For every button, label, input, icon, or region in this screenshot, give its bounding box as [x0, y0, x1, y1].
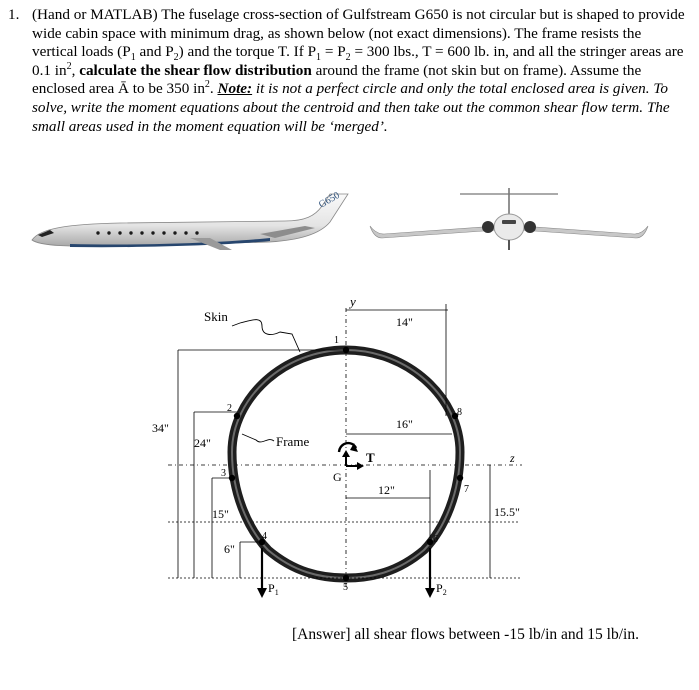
tail-text: G650: [317, 189, 342, 211]
stringer-label-4: 4: [262, 531, 267, 542]
problem-number: 1.: [8, 6, 20, 23]
aircraft-side-view: [30, 188, 350, 256]
load-p2-label: $P_2$: [436, 581, 447, 597]
fuselage-cross-section: [0, 280, 699, 610]
stringer-7: [457, 475, 463, 481]
stringer-label-3: 3: [221, 468, 226, 479]
stringer-label-7: 7: [464, 484, 469, 495]
note-label: Note:: [217, 80, 253, 98]
bold-instruction: calculate the shear flow distribution: [79, 61, 312, 79]
aircraft-front-view: [368, 186, 688, 258]
stringer-label-1: 1: [334, 335, 339, 346]
dim-15: 15": [212, 507, 229, 521]
stringer-label-2: 2: [227, 403, 232, 414]
skin-label: Skin: [204, 309, 228, 324]
area-symbol: Ā: [118, 80, 129, 98]
dim-34: 34": [152, 421, 169, 435]
dim-15-5: 15.5": [494, 505, 520, 519]
stringer-2: [234, 413, 240, 419]
stringer-label-8: 8: [457, 407, 462, 418]
problem-statement: [8, 6, 690, 136]
dim-14: 14": [396, 315, 413, 329]
torque-label: T: [366, 450, 375, 465]
centroid-label: G: [333, 470, 342, 484]
stringer-label-6: 6: [433, 534, 438, 545]
dim-12: 12": [378, 483, 395, 497]
dim-16: 16": [396, 417, 413, 431]
load-p1-label: $P_1$: [268, 581, 279, 597]
y-axis-label: y: [350, 294, 356, 309]
answer-text: [Answer] all shear flows between -15 lb/in and 15 lb/in.: [292, 626, 639, 643]
dim-24: 24": [194, 436, 211, 450]
dim-6: 6": [224, 542, 235, 556]
frame-label: Frame: [276, 434, 310, 449]
note-text: it is not a perfect circle and only the total enclosed area is given. To solve, write the moment equations about the centroid and then take out the common shear flow term. The small areas used in the moment equation will be ‘merged’.: [32, 80, 670, 135]
z-axis-label: z: [510, 451, 515, 465]
problem-body: (Hand or MATLAB) The fuselage cross-section of Gulfstream G650 is not circular but is shaped to provide wide cabin space with minimum drag, as shown below (not exact dimensions). The frame resists the vertical loads ($P_1$ and $P_2$) and the torque T. If $P_1 = P_2 = 300$ lbs., T = 600 lb. in, and all the stringer areas are 0.1 $in^2$, calculate the shear flow distribution around the frame (not skin but on frame). Assume the enclosed area Ā to be 350 $in^2$. Note: it is not a perfect circle and only the total enclosed area is given. To solve, write the moment equations about the centroid and then take out the common shear flow term. The small areas used in the moment equation will be ‘merged’.: [32, 6, 685, 135]
stringer-label-5: 5: [343, 582, 348, 593]
